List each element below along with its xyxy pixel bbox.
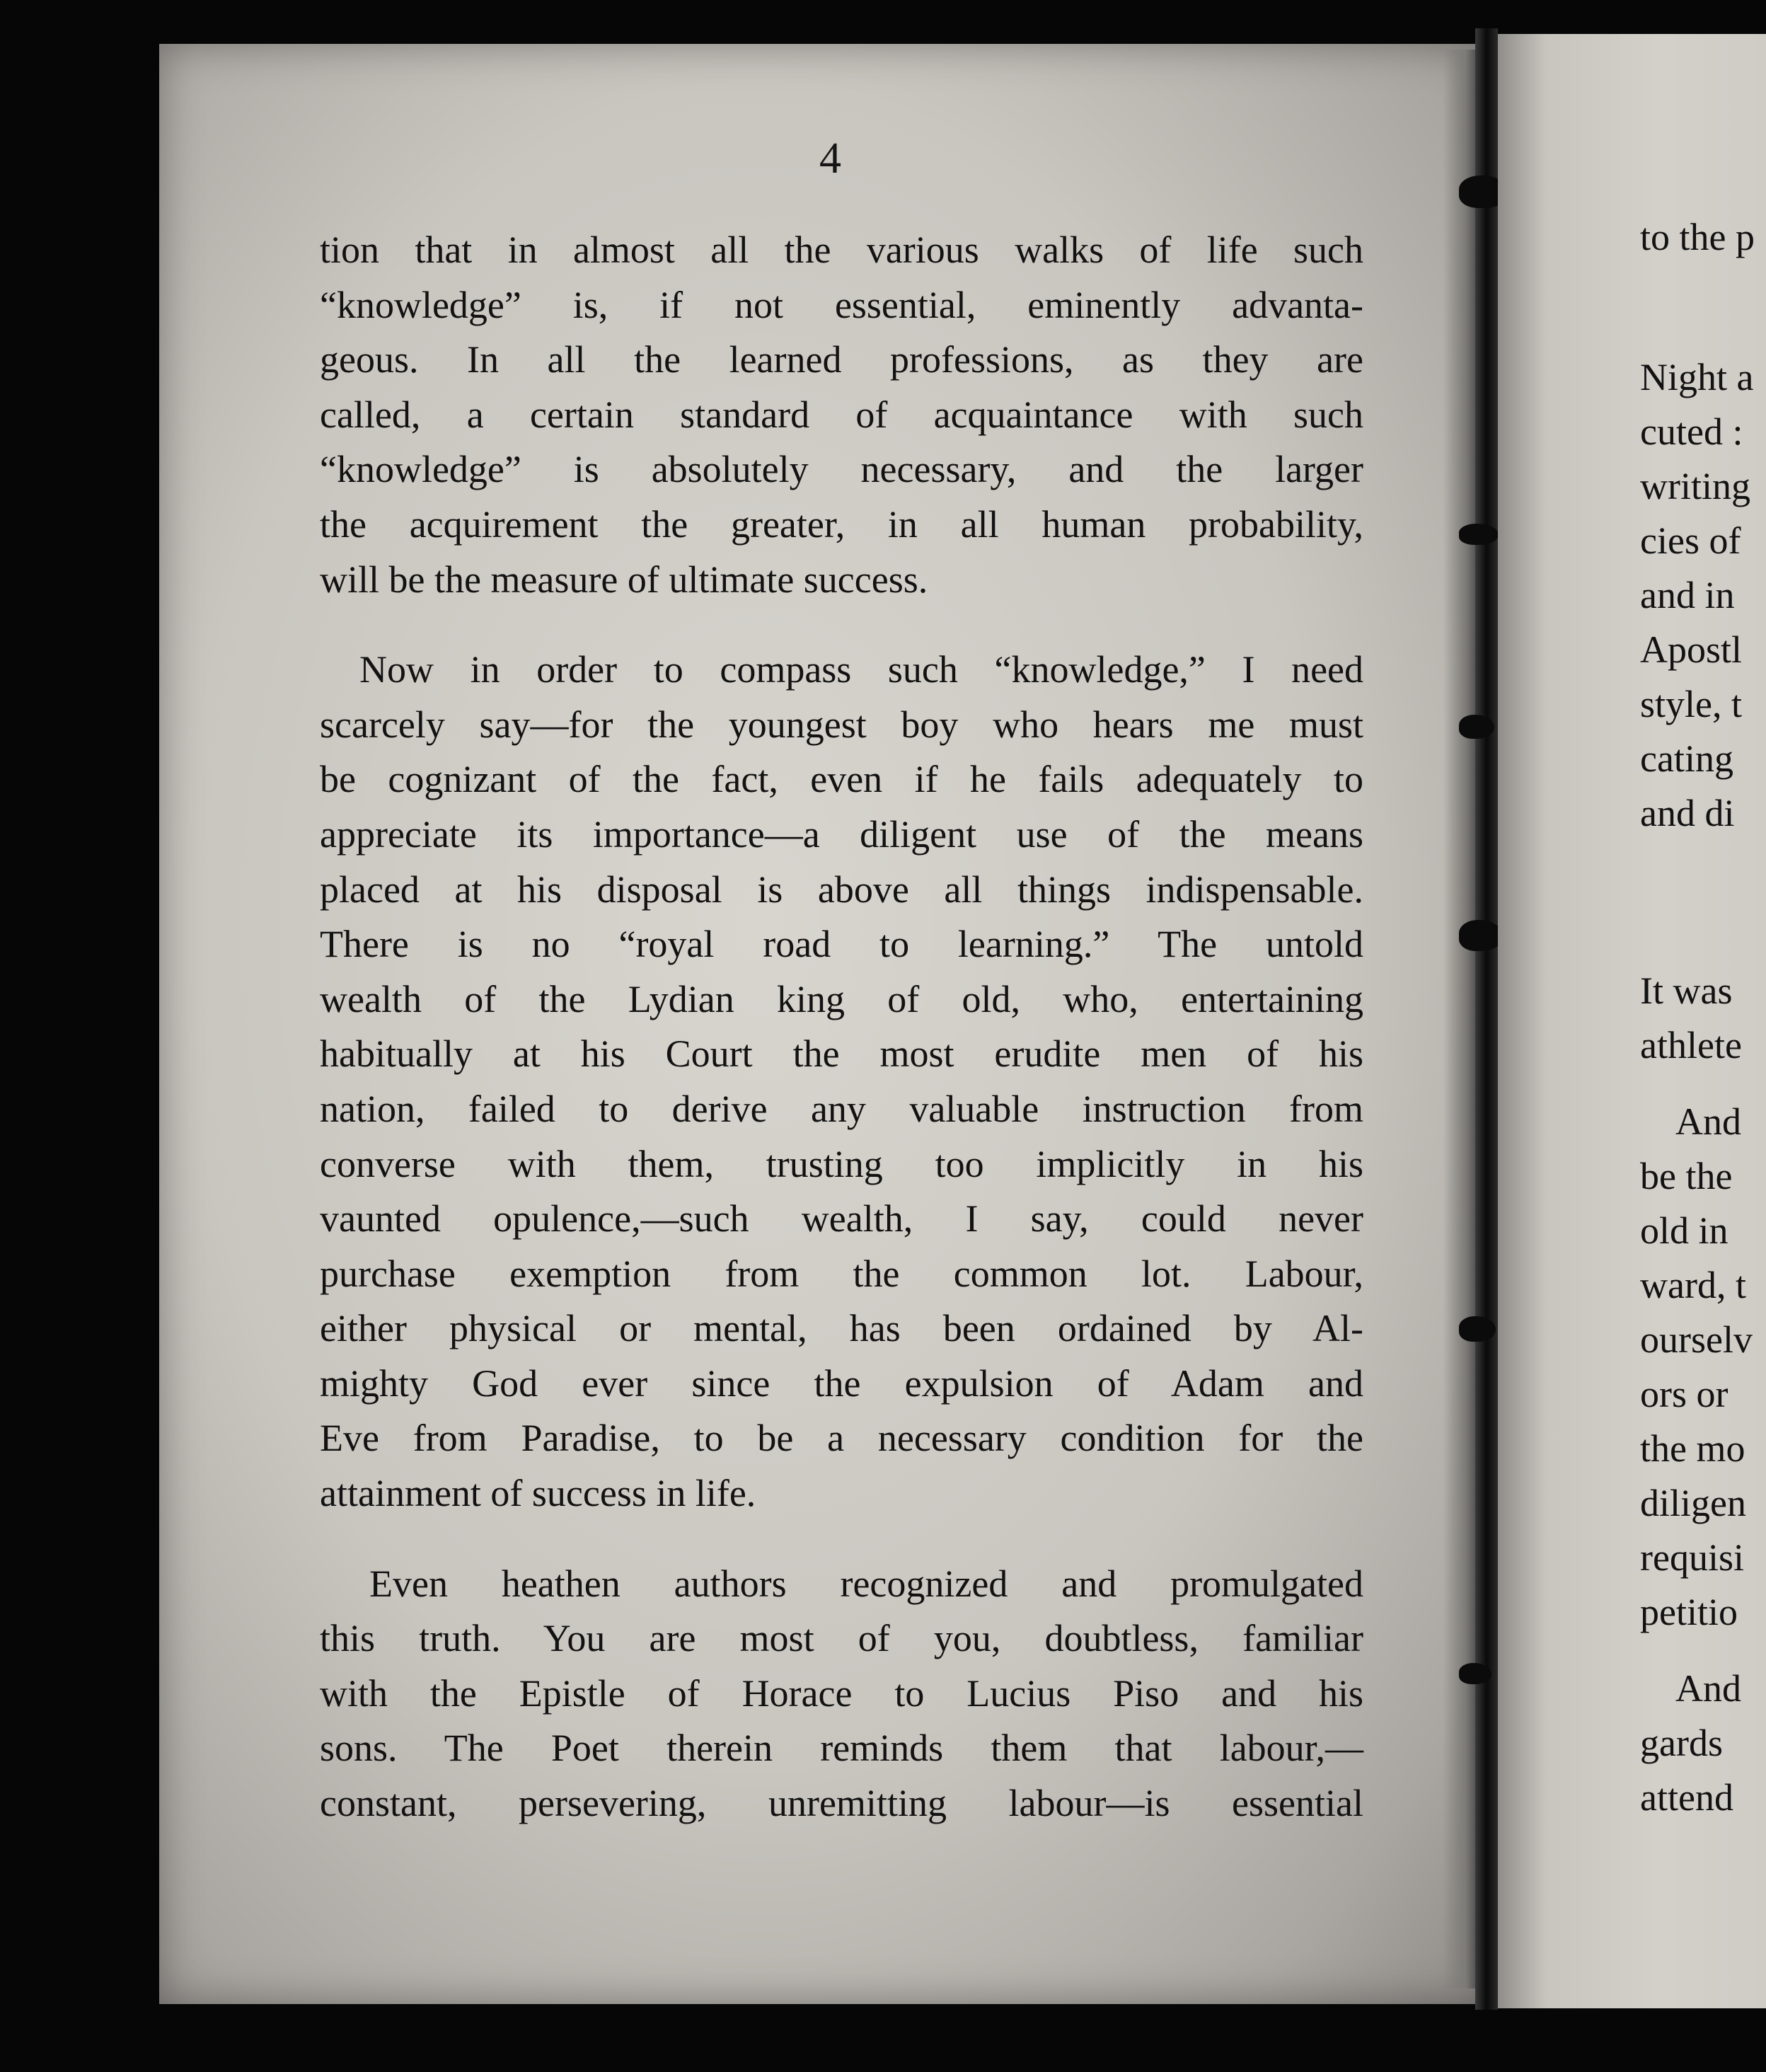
text-line: mighty God ever since the expulsion of Adam and [320,1362,1363,1405]
paragraph [320,1557,1363,1831]
binding-stitch [1459,715,1494,739]
text-line: converse with them, trusting too implicitly in his [320,1142,1363,1185]
text-fragment: be the [1640,1155,1733,1197]
text-line: scarcely say—for the youngest boy who hears me must [320,703,1363,746]
text-line: Even heathen authors recognized and promulgated [369,1562,1363,1605]
text-line: will be the measure of ultimate success. [320,558,928,601]
text-line: “knowledge” is, if not essential, eminently advanta- [320,283,1363,326]
text-line: geous. In all the learned professions, as they are [320,338,1363,381]
text-line: constant, persevering, unremitting labour—is essential [320,1782,1363,1825]
text-fragment: diligen [1640,1482,1746,1524]
text-line: be cognizant of the fact, even if he fails adequately to [320,758,1363,801]
binding-stitch [1459,524,1499,545]
text-line: vaunted opulence,—such wealth, I say, could never [320,1197,1363,1241]
text-line: the acquirement the greater, in all human probability, [320,502,1363,546]
text-fragment: ors or [1640,1373,1729,1415]
text-fragment: and di [1640,792,1735,834]
text-fragment: petitio [1640,1591,1738,1633]
text-fragment: cuted : [1640,410,1743,453]
text-fragment: cies of [1640,519,1741,562]
text-line: habitually at his Court the most erudite men of his [320,1032,1363,1076]
binding-stitch [1459,1663,1491,1684]
text-line: “knowledge” is absolutely necessary, and the larger [320,448,1363,491]
text-line: purchase exemption from the common lot. Labour, [320,1252,1363,1295]
text-fragment: old in [1640,1209,1729,1252]
paragraph-gap [320,607,1363,643]
text-fragment: ourselv [1640,1318,1753,1361]
text-fragment: style, t [1640,683,1742,725]
binding-stitch [1459,1316,1496,1342]
text-fragment: and in [1640,574,1735,616]
text-line: called, a certain standard of acquaintance with such [320,393,1363,436]
text-line: with the Epistle of Horace to Lucius Piso and his [320,1671,1363,1715]
text-fragment: And [1675,1100,1741,1143]
text-fragment: athlete [1640,1024,1742,1066]
body-text [320,223,1363,1831]
text-fragment: Apostl [1640,628,1743,671]
text-line: There is no “royal road to learning.” The untold [320,923,1363,966]
text-fragment: to the p [1640,216,1755,258]
text-line: tion that in almost all the various walks of life such [320,229,1363,271]
text-fragment: ward, t [1640,1264,1746,1306]
text-fragment: the mo [1640,1427,1745,1470]
text-fragment: cating [1640,737,1733,780]
book-gutter [1475,28,1498,2010]
text-fragment: writing [1640,465,1750,507]
text-fragment: gards [1640,1722,1723,1764]
text-line: Eve from Paradise, to be a necessary condition for the [320,1417,1363,1460]
text-fragment: And [1675,1667,1741,1710]
page-number: 4 [819,134,841,183]
paragraph-gap [320,1521,1363,1557]
text-line: appreciate its importance—a diligent use of the means [320,812,1363,856]
text-line: sons. The Poet therein reminds them that labour,— [320,1727,1363,1770]
text-line: Now in order to compass such “knowledge,” I need [359,648,1363,691]
text-line: either physical or mental, has been ordained by Al- [320,1307,1363,1350]
text-line: attainment of success in life. [320,1472,756,1515]
text-line: nation, failed to derive any valuable instruction from [320,1087,1363,1130]
binding-stitch [1459,920,1503,951]
text-fragment: attend [1640,1776,1733,1819]
text-fragment: requisi [1640,1536,1744,1579]
text-fragment: Night a [1640,356,1754,398]
text-line: this truth. You are most of you, doubtless, familiar [320,1617,1363,1660]
gutter-shadow [1443,50,1475,1988]
text-fragment: It was [1640,969,1733,1012]
right-page [1498,34,1766,2008]
text-line: placed at his disposal is above all things indispensable. [320,868,1363,911]
text-line: wealth of the Lydian king of old, who, entertaining [320,977,1363,1020]
paragraph [320,643,1363,1521]
paragraph [320,223,1363,607]
